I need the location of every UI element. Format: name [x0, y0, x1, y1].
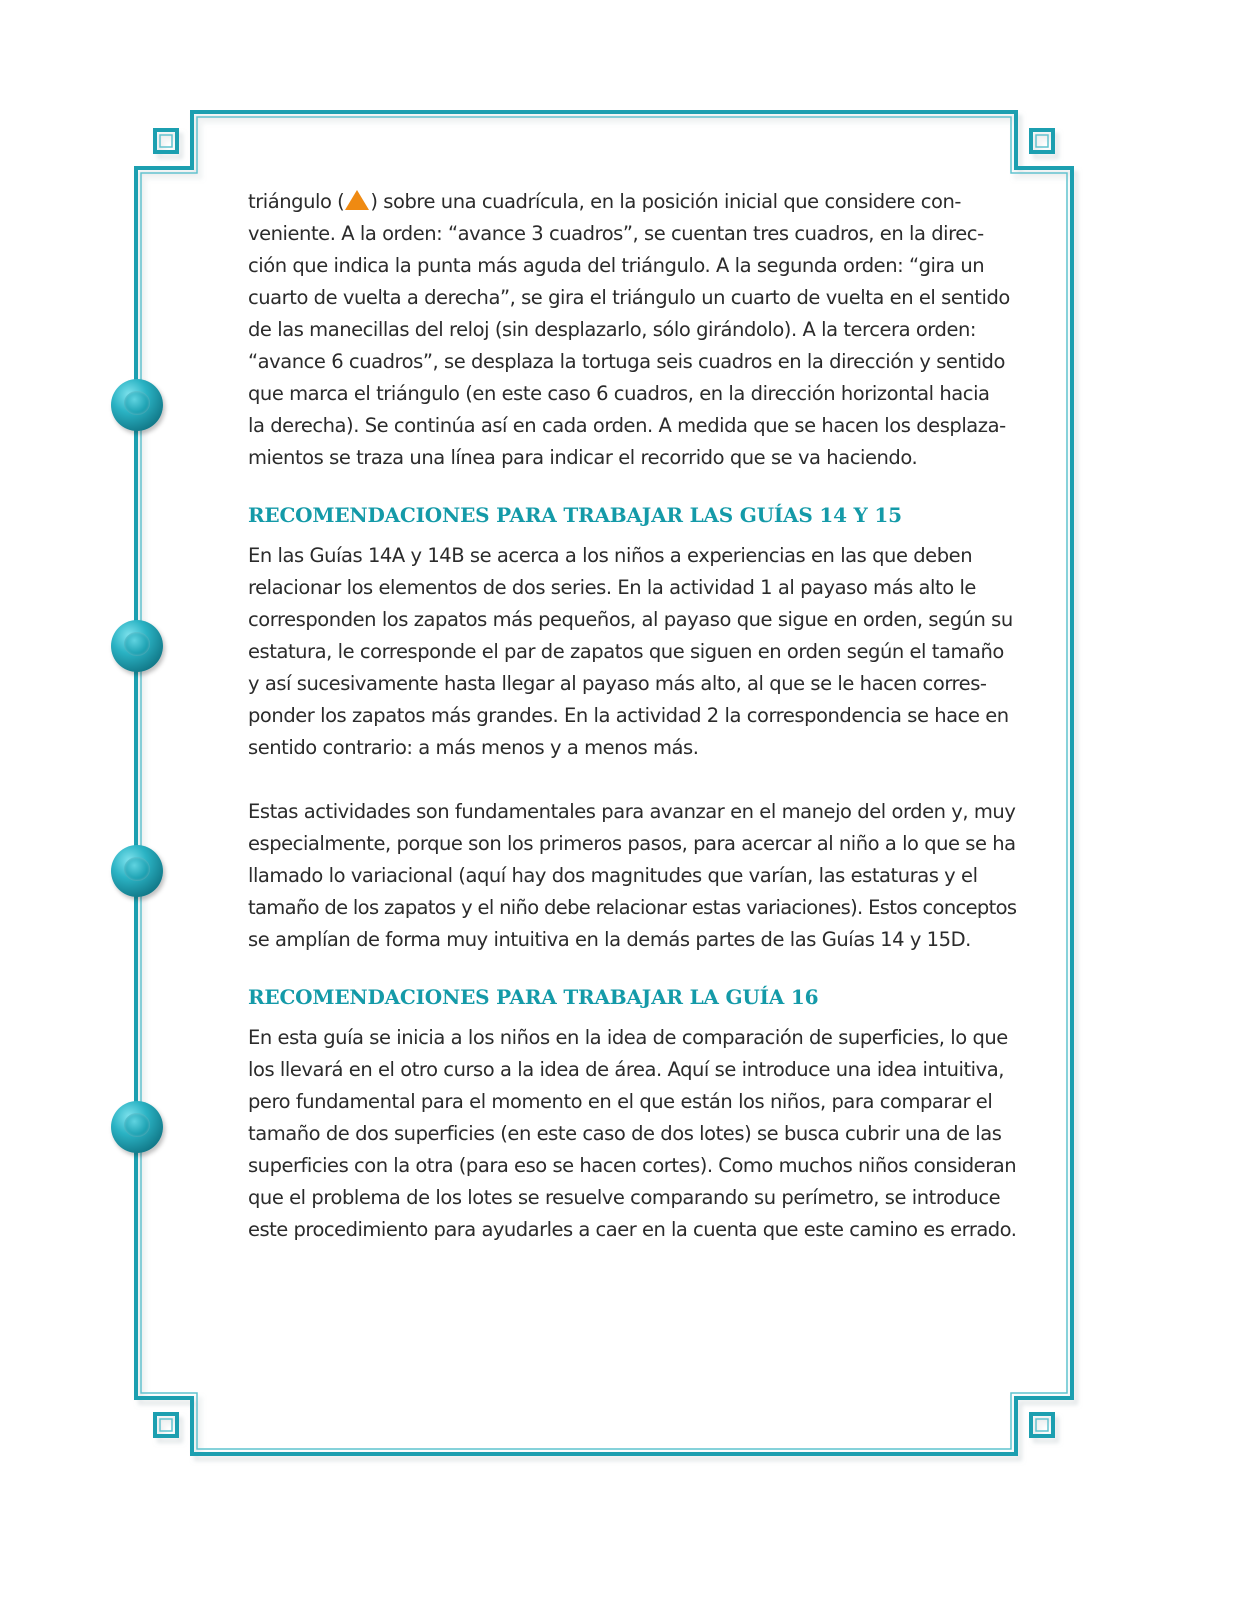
text-line: especialmente, porque son los primeros pasos, para acercar al niño a lo que se ha: [248, 832, 1016, 855]
text-line: llamado lo variacional (aquí hay dos magnitudes que varían, las estaturas y el: [248, 864, 978, 887]
text-line: veniente. A la orden: “avance 3 cuadros”, se cuentan tres cuadros, en la direc-: [248, 222, 984, 245]
text-line: pero fundamental para el momento en el que están los niños, para comparar el: [248, 1090, 993, 1113]
text-line: cuarto de vuelta a derecha”, se gira el triángulo un cuarto de vuelta en el sentido: [248, 286, 1010, 309]
bead-ornament-4: [111, 1101, 163, 1153]
text-line: sentido contrario: a más menos y a menos más.: [248, 736, 699, 759]
text-line: ción que indica la punta más aguda del triángulo. A la segunda orden: “gira un: [248, 254, 985, 277]
section-heading-guias-14-15: RECOMENDACIONES PARA TRABAJAR LAS GUÍAS 14 Y 15: [248, 503, 902, 527]
paragraph-actividades-fundamentales: [248, 796, 1016, 956]
orange-triangle-icon: [345, 190, 369, 210]
text-line: superficies con la otra (para eso se hacen cortes). Como muchos niños consideran: [248, 1154, 1017, 1177]
bead-ornament-2: [111, 620, 163, 672]
paragraph-guia-16: [248, 1022, 1016, 1246]
text-line: Estas actividades son fundamentales para avanzar en el manejo del orden y, muy: [248, 800, 1016, 823]
paragraph-turtle-instructions: [248, 186, 1016, 474]
text-line: tamaño de dos superficies (en este caso de dos lotes) se busca cubrir una de las: [248, 1122, 1002, 1145]
text-line: de las manecillas del reloj (sin desplazarlo, sólo girándolo). A la tercera orden:: [248, 318, 977, 341]
text-line: En las Guías 14A y 14B se acerca a los niños a experiencias en las que deben: [248, 544, 973, 567]
text-line: “avance 6 cuadros”, se desplaza la tortuga seis cuadros en la dirección y sentido: [248, 350, 1005, 373]
text-line: [248, 186, 1016, 218]
text-line: tamaño de los zapatos y el niño debe relacionar estas variaciones). Estos conceptos: [248, 896, 1017, 919]
text-line: la derecha). Se continúa así en cada orden. A medida que se hacen los desplaza-: [248, 414, 1006, 437]
text-fragment: triángulo (: [248, 190, 345, 213]
text-line: los llevará en el otro curso a la idea de área. Aquí se introduce una idea intuitiva,: [248, 1058, 1004, 1081]
text-line: En esta guía se inicia a los niños en la idea de comparación de superficies, lo que: [248, 1026, 1008, 1049]
text-line: relacionar los elementos de dos series. En la actividad 1 al payaso más alto le: [248, 576, 976, 599]
bead-ornament-3: [111, 845, 163, 897]
text-line: se amplían de forma muy intuitiva en la demás partes de las Guías 14 y 15D.: [248, 928, 971, 951]
text-line: mientos se traza una línea para indicar el recorrido que se va haciendo.: [248, 446, 918, 469]
text-line: que marca el triángulo (en este caso 6 cuadros, en la dirección horizontal hacia: [248, 382, 990, 405]
section-heading-guia-16: RECOMENDACIONES PARA TRABAJAR LA GUÍA 16: [248, 985, 819, 1009]
bead-ornament-1: [111, 379, 163, 431]
text-line: que el problema de los lotes se resuelve comparando su perímetro, se introduce: [248, 1186, 1001, 1209]
text-line: ponder los zapatos más grandes. En la actividad 2 la correspondencia se hace en: [248, 704, 1009, 727]
paragraph-guias-14a-14b: [248, 540, 1016, 764]
text-line: y así sucesivamente hasta llegar al payaso más alto, al que se le hacen corres-: [248, 672, 987, 695]
text-fragment: ) sobre una cuadrícula, en la posición inicial que considere con-: [370, 190, 961, 213]
paragraph-spacer: [248, 764, 1016, 796]
text-line: estatura, le corresponde el par de zapatos que siguen en orden según el tamaño: [248, 640, 1004, 663]
text-line: este procedimiento para ayudarles a caer en la cuenta que este camino es errado.: [248, 1218, 1017, 1241]
text-line: corresponden los zapatos más pequeños, al payaso que sigue en orden, según su: [248, 608, 1013, 631]
main-content: [248, 186, 1016, 1246]
